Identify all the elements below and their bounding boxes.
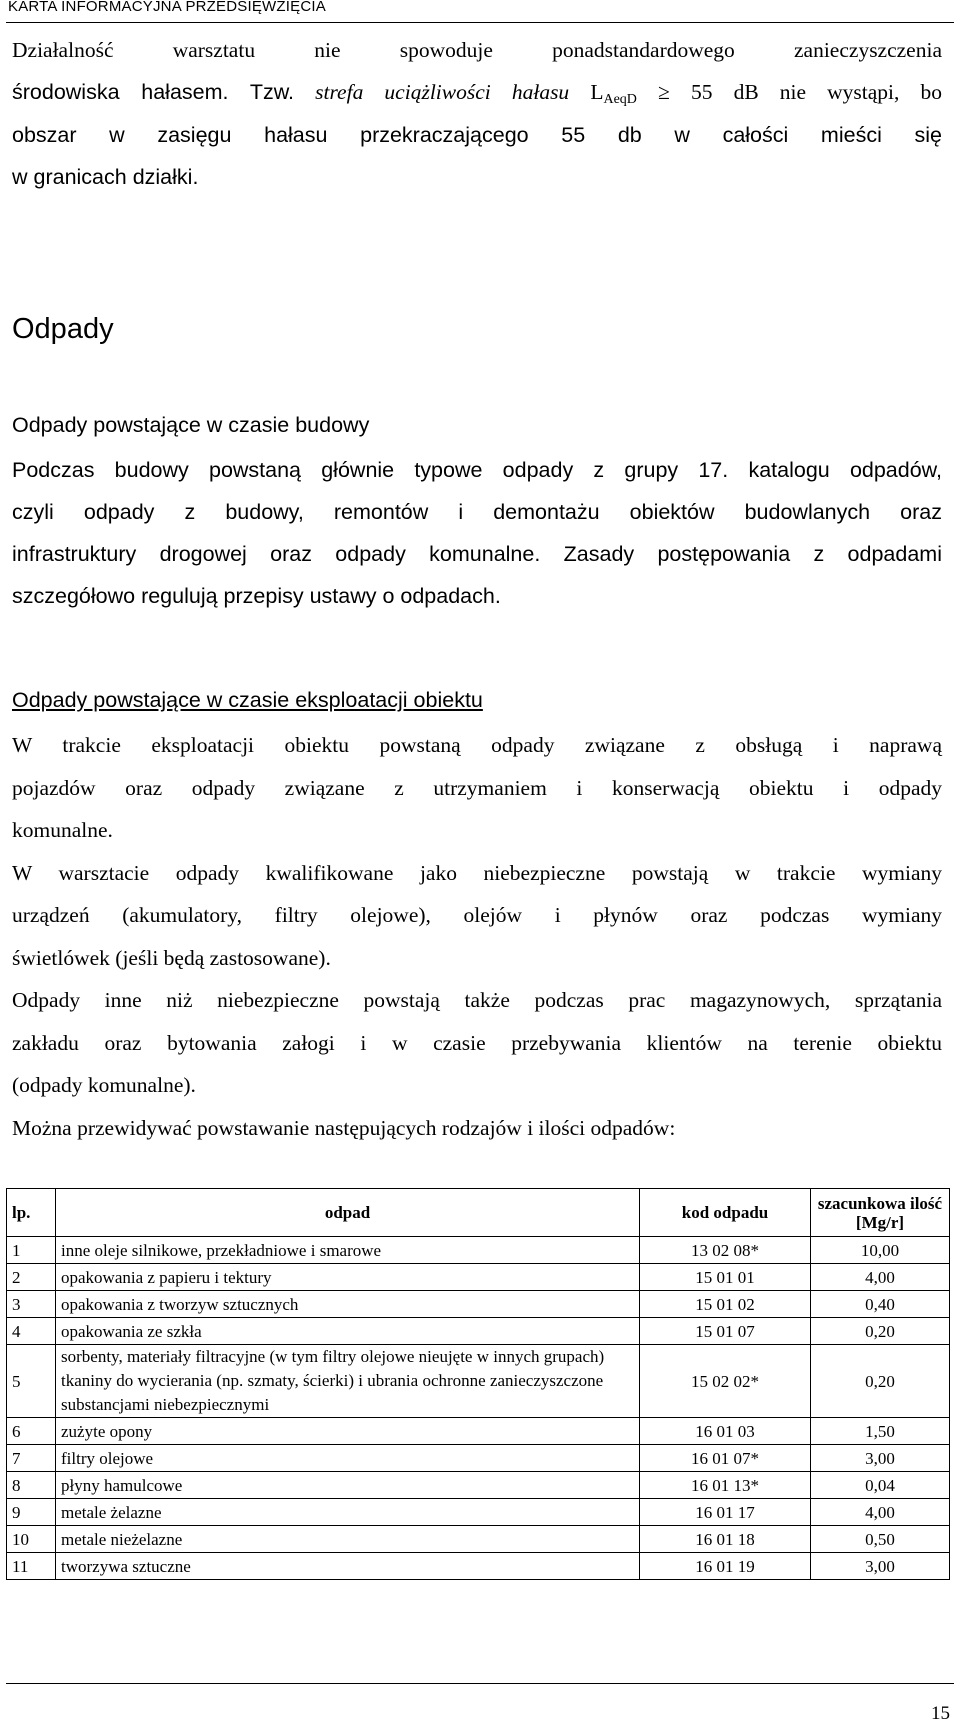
operation-line: W warsztacie odpady kwalifikowane jako niebezpieczne powstają w trakcie wymiany [12,861,942,885]
cell-quantity: 3,00 [811,1445,950,1472]
cell-quantity: 0,20 [811,1318,950,1345]
table-row [7,1318,950,1345]
cell-code: 13 02 08* [640,1237,811,1264]
cell-lp: 6 [7,1418,56,1445]
construction-waste-heading: Odpady powstające w czasie budowy [12,413,370,437]
cell-lp: 3 [7,1291,56,1318]
header-lp: lp. [7,1189,56,1237]
table-row [7,1291,950,1318]
intro-line-2: środowiska hałasem. Tzw. strefa uciążliwości hałasu $L_{AeqD} \ge 55$ dB nie wystąpi, bo [12,80,943,107]
intro-line-4: w granicach działki. [12,165,199,189]
table-row [7,1418,950,1445]
cell-waste: opakowania z tworzyw sztucznych [56,1291,640,1318]
cell-lp: 10 [7,1526,56,1553]
cell-lp: 4 [7,1318,56,1345]
noise-symbol: L [590,80,604,104]
cell-waste: inne oleje silnikowe, przekładniowe i smarowe [56,1237,640,1264]
cell-quantity: 0,40 [811,1291,950,1318]
table-row [7,1553,950,1580]
construction-line: Podczas budowy powstaną głównie typowe odpady z grupy 17. katalogu odpadów, [12,458,942,482]
table-row [7,1345,950,1418]
cell-quantity: 10,00 [811,1237,950,1264]
cell-lp: 5 [7,1345,56,1418]
cell-code: 16 01 13* [640,1472,811,1499]
noise-zone-term: strefa uciążliwości hałasu [315,80,570,104]
page-header [6,0,954,23]
cell-waste: sorbenty, materiały filtracyjne (w tym filtry olejowe nieujęte w innych grupach) tkaniny do wycierania (np. szmaty, ścierki) i ubrania ochronne zanieczyszczone substancjami niebezpiecznymi [56,1345,640,1418]
cell-code: 15 01 02 [640,1291,811,1318]
header-quantity: szacunkowa ilość [Mg/r] [811,1189,950,1237]
cell-code: 16 01 03 [640,1418,811,1445]
cell-waste: metale nieżelazne [56,1526,640,1553]
cell-waste: filtry olejowe [56,1445,640,1472]
cell-lp: 7 [7,1445,56,1472]
cell-waste: tworzywa sztuczne [56,1553,640,1580]
operation-line: świetlówek (jeśli będą zastosowane). [12,946,331,970]
intro-line-1: Działalność warsztatu nie spowoduje ponadstandardowego zanieczyszczenia [12,38,942,62]
cell-quantity: 0,20 [811,1345,950,1418]
cell-quantity: 1,50 [811,1418,950,1445]
table-row [7,1237,950,1264]
operation-line: urządzeń (akumulatory, filtry olejowe), olejów i płynów oraz podczas wymiany [12,903,942,927]
table-row [7,1445,950,1472]
cell-quantity: 0,04 [811,1472,950,1499]
cell-code: 15 02 02* [640,1345,811,1418]
cell-code: 15 01 01 [640,1264,811,1291]
table-intro-line: Można przewidywać powstawanie następujących rodzajów i ilości odpadów: [12,1116,676,1140]
cell-lp: 9 [7,1499,56,1526]
operation-line: W trakcie eksploatacji obiektu powstaną odpady związane z obsługą i naprawą [12,733,942,757]
cell-waste: opakowania z papieru i tektury [56,1264,640,1291]
table-row [7,1472,950,1499]
cell-waste: opakowania ze szkła [56,1318,640,1345]
cell-quantity: 0,50 [811,1526,950,1553]
operation-waste-heading: Odpady powstające w czasie eksploatacji obiektu [12,688,483,712]
table-row [7,1499,950,1526]
cell-lp: 2 [7,1264,56,1291]
greater-equal-sign: ≥ [658,80,670,104]
header-title: KARTA INFORMACYJNA PRZEDSIĘWZIĘCIA [8,0,326,15]
cell-code: 16 01 19 [640,1553,811,1580]
cell-quantity: 4,00 [811,1264,950,1291]
intro-line-3: obszar w zasięgu hałasu przekraczającego 55 db w całości mieści się [12,123,942,147]
cell-code: 15 01 07 [640,1318,811,1345]
cell-lp: 8 [7,1472,56,1499]
operation-line: komunalne. [12,818,113,842]
cell-code: 16 01 18 [640,1526,811,1553]
table-row [7,1264,950,1291]
construction-line: infrastruktury drogowej oraz odpady komunalne. Zasady postępowania z odpadami [12,542,942,566]
waste-table [6,1188,950,1580]
construction-line: szczegółowo regulują przepisy ustawy o odpadach. [12,584,501,608]
cell-lp: 1 [7,1237,56,1264]
page-number: 15 [931,1703,950,1724]
cell-waste: metale żelazne [56,1499,640,1526]
operation-line: Odpady inne niż niebezpieczne powstają także podczas prac magazynowych, sprzątania [12,988,942,1012]
section-title: Odpady [12,313,114,345]
construction-line: czyli odpady z budowy, remontów i demontażu obiektów budowlanych oraz [12,500,942,524]
table-row [7,1526,950,1553]
cell-lp: 11 [7,1553,56,1580]
cell-code: 16 01 07* [640,1445,811,1472]
table-header-row [7,1189,950,1237]
cell-waste: płyny hamulcowe [56,1472,640,1499]
operation-line: pojazdów oraz odpady związane z utrzymaniem i konserwacją obiektu i odpady [12,776,942,800]
noise-symbol-subscript: AeqD [603,92,637,107]
operation-line: (odpady komunalne). [12,1073,196,1097]
footer-rule [6,1683,954,1684]
cell-quantity: 4,00 [811,1499,950,1526]
operation-line: zakładu oraz bytowania załogi i w czasie przebywania klientów na terenie obiektu [12,1031,942,1055]
cell-quantity: 3,00 [811,1553,950,1580]
header-waste: odpad [56,1189,640,1237]
cell-code: 16 01 17 [640,1499,811,1526]
header-code: kod odpadu [640,1189,811,1237]
cell-waste: zużyte opony [56,1418,640,1445]
